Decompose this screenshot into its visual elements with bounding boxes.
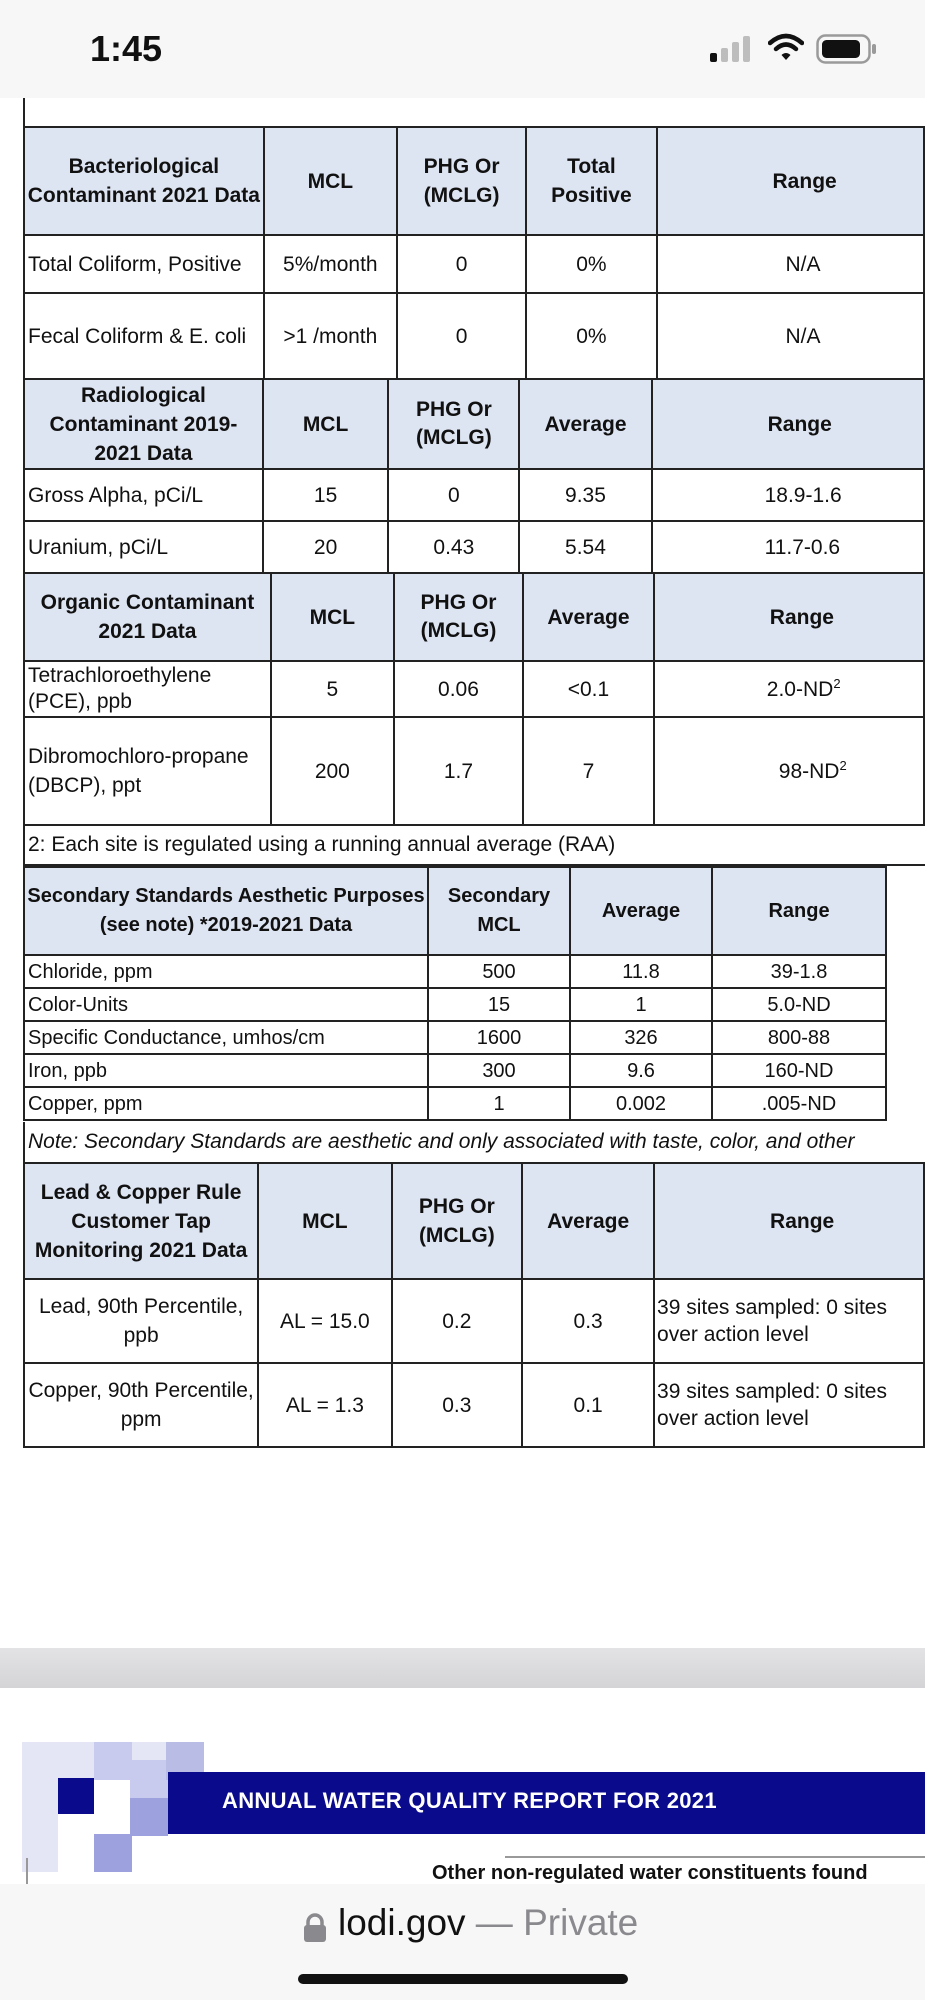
- radiological-table: [23, 378, 925, 574]
- table-cell: Copper, 90th Percentile, ppm: [24, 1363, 258, 1447]
- table-row: [24, 293, 924, 379]
- table-cell: Tetrachloroethylene (PCE), ppb: [24, 661, 271, 717]
- table-header-cell: Range: [712, 867, 886, 955]
- decorative-square: [94, 1742, 132, 1780]
- url-domain: lodi.gov: [338, 1902, 466, 1943]
- table-cell: 200: [271, 717, 394, 825]
- table-cell: 20: [263, 521, 389, 573]
- divider-rule: [505, 1856, 925, 1858]
- table-cell: 1.7: [394, 717, 523, 825]
- bacteriological-table: [23, 126, 925, 380]
- table-header-cell: Range: [652, 379, 924, 469]
- table-header-cell: Total Positive: [526, 127, 656, 235]
- url-separator: —: [465, 1902, 524, 1943]
- battery-icon: [816, 34, 878, 64]
- table-cell: 39-1.8: [712, 955, 886, 988]
- table-cell: 500: [428, 955, 570, 988]
- table-cell: 1600: [428, 1021, 570, 1054]
- table-cell: Specific Conductance, umhos/cm: [24, 1021, 428, 1054]
- table-cell: Color-Units: [24, 988, 428, 1021]
- report-title: ANNUAL WATER QUALITY REPORT FOR 2021: [222, 1788, 717, 1813]
- report-subtitle: Other non-regulated water constituents found: [432, 1862, 868, 1884]
- table-cell: 11.7-0.6: [652, 521, 924, 573]
- table-cell: 39 sites sampled: 0 sites over action level: [654, 1279, 924, 1363]
- lock-icon: [303, 1913, 327, 1943]
- organic-table: [23, 572, 925, 826]
- table-cell: 300: [428, 1054, 570, 1087]
- table-cell: .005-ND: [712, 1087, 886, 1120]
- wifi-icon: [768, 33, 804, 63]
- table-cell: 0.1: [522, 1363, 654, 1447]
- table-cell: <0.1: [523, 661, 654, 717]
- clock: 1:45: [90, 28, 163, 69]
- table-cell: 9.6: [570, 1054, 712, 1087]
- table-cell: 1: [428, 1087, 570, 1120]
- table-cell: 1: [570, 988, 712, 1021]
- table-cell: AL = 1.3: [258, 1363, 391, 1447]
- table-cell: Chloride, ppm: [24, 955, 428, 988]
- table-header-cell: Range: [654, 1163, 924, 1279]
- status-bar: [0, 0, 925, 98]
- table-header-cell: MCL: [263, 379, 389, 469]
- privacy-label: Private: [523, 1902, 639, 1943]
- table-cell: AL = 15.0: [258, 1279, 391, 1363]
- table-cell: 0%: [526, 235, 656, 293]
- table-cell: 0.06: [394, 661, 523, 717]
- page-divider: [0, 1648, 925, 1688]
- table-header-cell: Average: [519, 379, 651, 469]
- decorative-square: [130, 1798, 168, 1836]
- table-header-cell: Radiological Contaminant 2019-2021 Data: [24, 379, 263, 469]
- table-row: [24, 955, 886, 988]
- range-value: 98-ND: [778, 759, 840, 783]
- table-row: [24, 1363, 924, 1447]
- table-row: [24, 521, 924, 573]
- table-row: [24, 717, 924, 825]
- table-cell: [654, 661, 924, 717]
- table-cell: N/A: [657, 235, 924, 293]
- table-cell: 9.35: [519, 469, 651, 521]
- table-cell: 0.43: [388, 521, 519, 573]
- table-header-cell: PHG Or (MCLG): [394, 573, 523, 661]
- decorative-square: [22, 1742, 58, 1872]
- table-cell: 0.2: [392, 1279, 523, 1363]
- table-header-cell: PHG Or (MCLG): [397, 127, 526, 235]
- table-cell: 15: [428, 988, 570, 1021]
- range-value: 2.0-ND: [766, 677, 834, 701]
- table-top-border: [23, 98, 925, 128]
- table-cell: 18.9-1.6: [652, 469, 924, 521]
- lead-copper-table: [23, 1162, 925, 1448]
- secondary-standards-table: [23, 866, 887, 1121]
- table-cell: Gross Alpha, pCi/L: [24, 469, 263, 521]
- document-viewport[interactable]: [0, 98, 925, 1653]
- table-header-cell: Lead & Copper Rule Customer Tap Monitoring 2021 Data: [24, 1163, 258, 1279]
- table-cell: 7: [523, 717, 654, 825]
- table-row: [24, 1054, 886, 1087]
- table-cell: 160-ND: [712, 1054, 886, 1087]
- table-cell: 0.3: [522, 1279, 654, 1363]
- table-cell: Copper, ppm: [24, 1087, 428, 1120]
- table-row: [24, 1087, 886, 1120]
- decorative-square: [130, 1760, 168, 1798]
- table-row: [24, 661, 924, 717]
- browser-address-bar[interactable]: [0, 1884, 925, 2000]
- table-cell: Fecal Coliform & E. coli: [24, 293, 264, 379]
- table-header-cell: PHG Or (MCLG): [392, 1163, 523, 1279]
- table-row: [24, 469, 924, 521]
- url-text[interactable]: [338, 1902, 638, 1944]
- table-header-cell: Secondary Standards Aesthetic Purposes (see note) *2019-2021 Data: [24, 867, 428, 955]
- table-cell: 0: [397, 293, 526, 379]
- table-cell: 5%/month: [264, 235, 397, 293]
- table-header-cell: Average: [523, 573, 654, 661]
- table-cell: 5: [271, 661, 394, 717]
- raa-footnote: 2: Each site is regulated using a running annual average (RAA): [23, 824, 925, 866]
- table-row: [24, 235, 924, 293]
- table-header-cell: Secondary MCL: [428, 867, 570, 955]
- decorative-square: [58, 1778, 94, 1814]
- table-row: [24, 988, 886, 1021]
- table-cell: Total Coliform, Positive: [24, 235, 264, 293]
- table-cell: 0: [397, 235, 526, 293]
- table-header-cell: MCL: [264, 127, 397, 235]
- table-cell: Lead, 90th Percentile, ppb: [24, 1279, 258, 1363]
- signal-icon: [710, 36, 754, 62]
- table-cell: 11.8: [570, 955, 712, 988]
- table-cell: 15: [263, 469, 389, 521]
- table-header-cell: Average: [522, 1163, 654, 1279]
- table-row: [24, 1279, 924, 1363]
- table-row: [24, 1021, 886, 1054]
- table-header-cell: Average: [570, 867, 712, 955]
- home-indicator[interactable]: [298, 1974, 628, 1984]
- table-cell: 5.54: [519, 521, 651, 573]
- table-cell: 5.0-ND: [712, 988, 886, 1021]
- table-cell: >1 /month: [264, 293, 397, 379]
- table-header-cell: Organic Contaminant 2021 Data: [24, 573, 271, 661]
- table-cell: 0%: [526, 293, 656, 379]
- table-header-cell: MCL: [271, 573, 394, 661]
- footnote-mark: 2: [833, 675, 841, 691]
- table-cell: Iron, ppb: [24, 1054, 428, 1087]
- table-cell: Dibromochloro-propane (DBCP), ppt: [24, 717, 271, 825]
- table-header-cell: MCL: [258, 1163, 391, 1279]
- report-page[interactable]: [0, 1688, 925, 1888]
- table-cell: N/A: [657, 293, 924, 379]
- table-header-cell: Range: [657, 127, 924, 235]
- decorative-square: [94, 1834, 132, 1872]
- table-cell: 800-88: [712, 1021, 886, 1054]
- table-cell: 0.002: [570, 1087, 712, 1120]
- secondary-standards-note: Note: Secondary Standards are aesthetic and only associated with taste, color, and other: [23, 1122, 925, 1162]
- table-header-cell: Range: [654, 573, 924, 661]
- table-header-cell: PHG Or (MCLG): [388, 379, 519, 469]
- table-cell: Uranium, pCi/L: [24, 521, 263, 573]
- table-cell: 39 sites sampled: 0 sites over action level: [654, 1363, 924, 1447]
- footnote-mark: 2: [839, 757, 847, 773]
- table-cell: 326: [570, 1021, 712, 1054]
- table-cell: 0.3: [392, 1363, 523, 1447]
- table-cell: [654, 717, 924, 825]
- table-header-cell: Bacteriological Contaminant 2021 Data: [24, 127, 264, 235]
- table-cell: 0: [388, 469, 519, 521]
